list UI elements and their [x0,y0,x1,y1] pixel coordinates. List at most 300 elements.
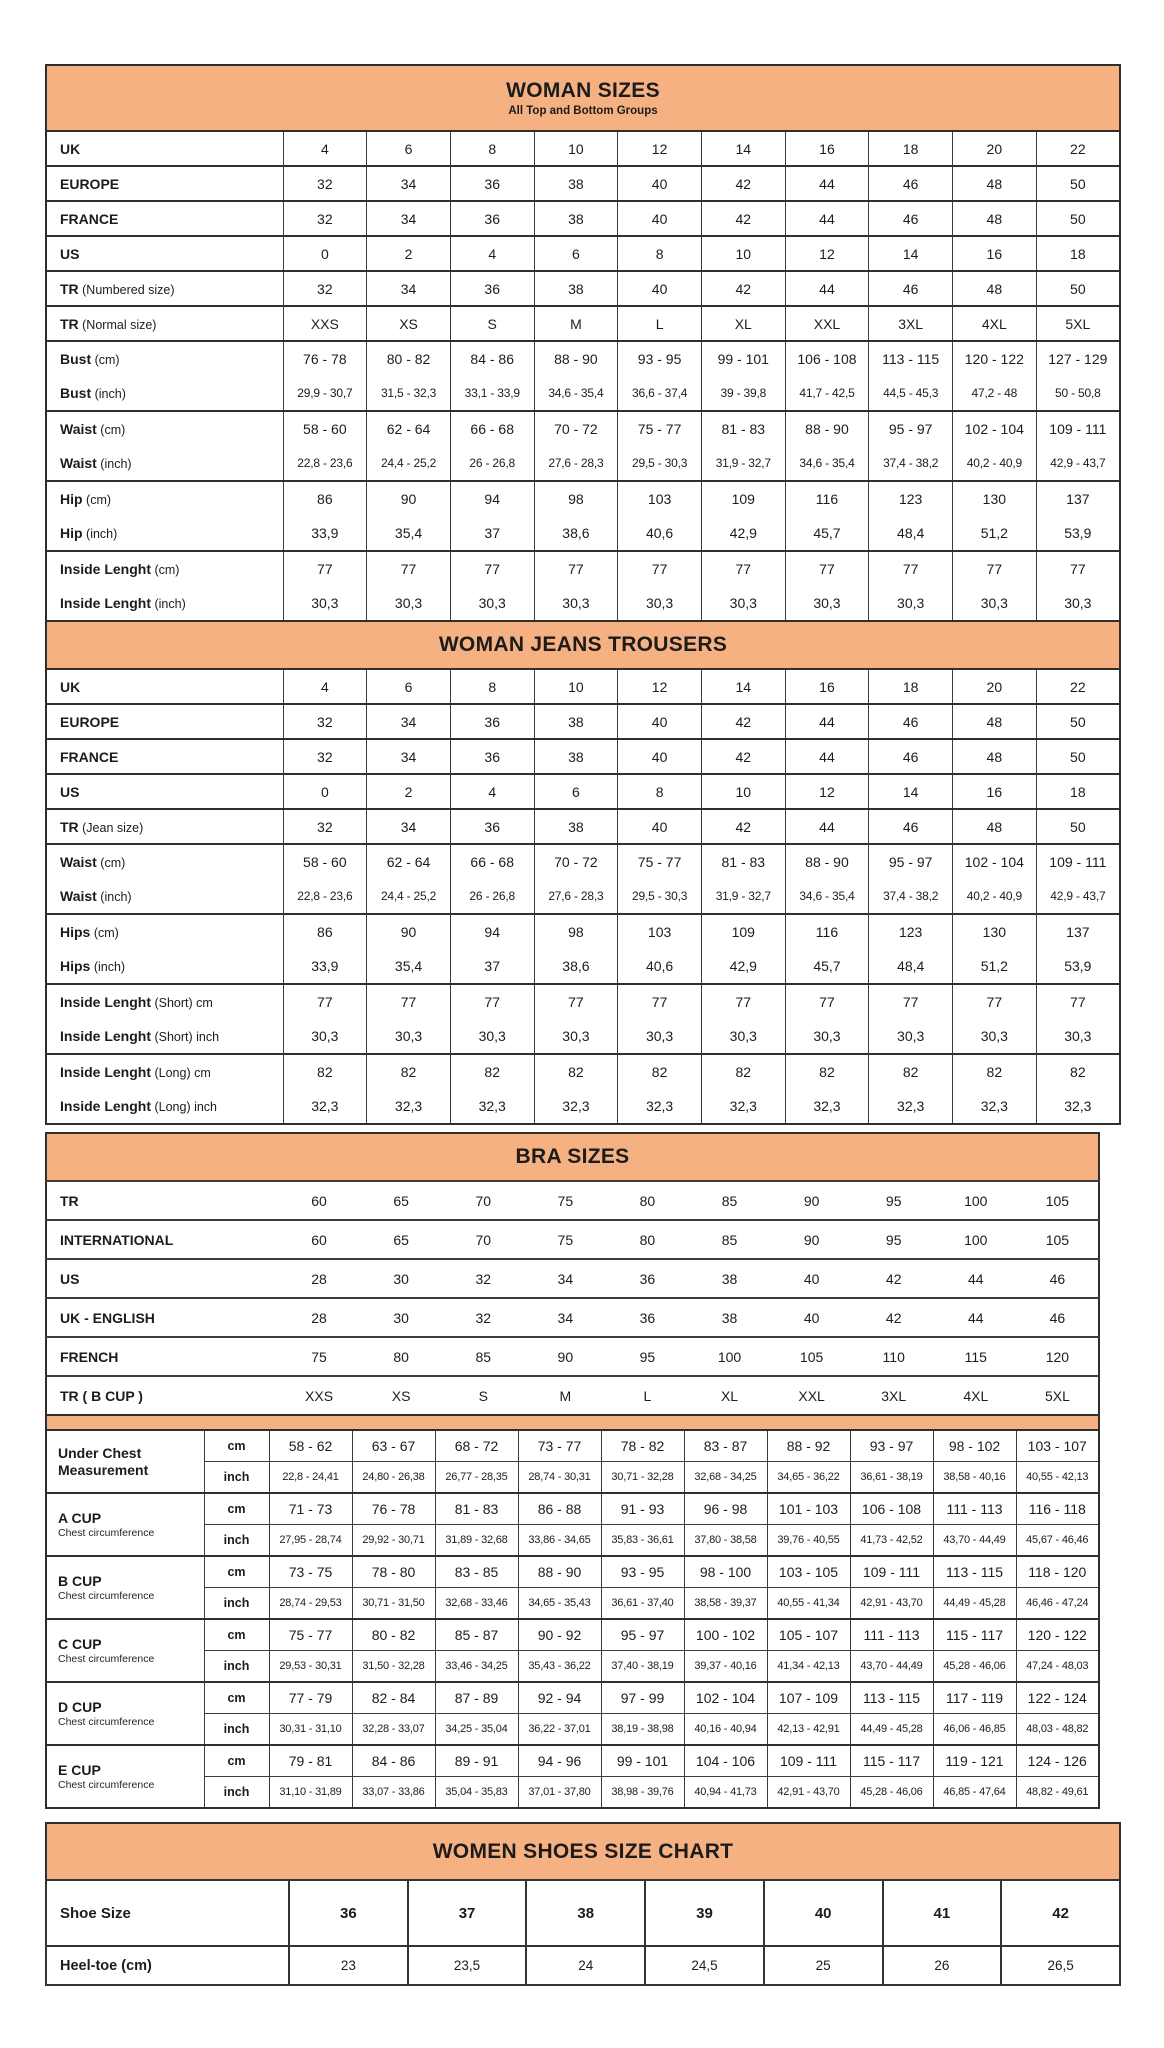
cell-value: 99 - 101 [601,1745,684,1777]
row-label-note: (Numbered size) [78,282,175,297]
row-label-text: Hips [60,924,91,940]
cell-value: 8 [450,131,534,166]
cell-value: 22,8 - 24,41 [269,1462,352,1494]
cell-value: 46 [869,704,953,739]
cell-value: 30 [360,1298,442,1337]
cell-value: 102 - 104 [953,411,1037,446]
table-row [46,1588,1099,1620]
row-label-text: Waist [60,421,97,437]
cell-value: 40,6 [618,516,702,551]
cell-value: 16 [785,131,869,166]
cell-value: 81 - 83 [701,844,785,879]
cell-value: 3XL [869,306,953,341]
cell-value: 93 - 97 [850,1430,933,1462]
unit-label-cm: cm [204,1493,269,1525]
cell-value: 38,58 - 39,37 [684,1588,767,1620]
woman-sizes-header-band [45,64,1121,130]
row-label [46,166,283,201]
row-label [46,481,283,516]
cell-value: 82 [1036,1054,1120,1089]
cell-value: 90 [771,1181,853,1220]
cell-value: 38 [534,271,618,306]
cell-value: 95 [853,1181,935,1220]
cell-value: 48 [953,201,1037,236]
cell-value: 85 [688,1220,770,1259]
cell-value: 30,3 [869,1019,953,1054]
size-grid [45,130,1121,622]
row-label-text: TR [60,315,79,332]
unit-label-cm: cm [204,1619,269,1651]
cell-value: 41,7 - 42,5 [785,376,869,411]
cell-value: 20 [953,669,1037,704]
cell-value: 75 [524,1181,606,1220]
cell-value: 122 - 124 [1016,1682,1099,1714]
table-row [46,1619,1099,1651]
cell-value: 58 - 60 [283,844,367,879]
cell-value: 32 [283,809,367,844]
cell-value: 36 [450,166,534,201]
cell-value: 2 [367,774,451,809]
bra-conversion-table [45,1180,1100,1416]
cell-value: 28 [278,1298,360,1337]
cell-value: 77 [953,984,1037,1019]
table-row [46,809,1120,844]
cell-value: 77 [450,551,534,586]
row-label-note: (Long) inch [151,1100,218,1114]
table-row [46,1019,1120,1054]
row-label [46,1298,278,1337]
cell-value: 44 [935,1259,1017,1298]
row-label [46,1181,278,1220]
cell-value: 23 [289,1946,408,1985]
table-row [46,1946,1120,1985]
cell-value: 77 [785,551,869,586]
cell-value: 76 - 78 [352,1493,435,1525]
unit-label-inch: inch [204,1714,269,1746]
cell-value: 82 [534,1054,618,1089]
row-label [46,1019,283,1054]
table-row [46,411,1120,446]
cell-value: 60 [278,1220,360,1259]
cell-value: 94 - 96 [518,1745,601,1777]
cell-value: 60 [278,1181,360,1220]
cell-value: 33,9 [283,949,367,984]
row-label-text: UK [60,140,81,157]
cell-value: 30,3 [534,586,618,621]
cell-value: 0 [283,774,367,809]
cell-value: 30,31 - 31,10 [269,1714,352,1746]
cell-value: 32,3 [283,1089,367,1124]
table-row [46,1298,1099,1337]
cup-row-label [46,1430,204,1493]
cell-value: 95 - 97 [869,844,953,879]
cell-value: XXS [283,306,367,341]
row-label [46,984,283,1019]
cell-value: 38 [688,1259,770,1298]
cell-value: 105 [771,1337,853,1376]
woman-jeans-title: WOMAN JEANS TROUSERS [438,633,728,657]
cell-value: 97 - 99 [601,1682,684,1714]
cell-value: 30,3 [283,1019,367,1054]
table-row [46,1777,1099,1809]
cell-value: 36 [450,739,534,774]
cell-value: 70 - 72 [534,411,618,446]
cell-value: 63 - 67 [352,1430,435,1462]
cell-value: 34 [367,201,451,236]
cell-value: 44,49 - 45,28 [850,1714,933,1746]
cell-value: 98 - 102 [933,1430,1016,1462]
cell-value: 14 [701,669,785,704]
cell-value: 33,07 - 33,86 [352,1777,435,1809]
cell-value: 83 - 85 [435,1556,518,1588]
cell-value: 37,80 - 38,58 [684,1525,767,1557]
cell-value: 40 [771,1298,853,1337]
cell-value: 8 [450,669,534,704]
table-row [46,1493,1099,1525]
bra-cup-table [45,1429,1100,1809]
cell-value: 80 [606,1181,688,1220]
cell-value: 32,68 - 33,46 [435,1588,518,1620]
cell-value: 38 [534,704,618,739]
cell-value: 77 [785,984,869,1019]
woman-sizes-table [45,130,1121,622]
cell-value: 46 [869,166,953,201]
bra-sizes-title: BRA SIZES [515,1145,630,1169]
cell-value: 47,24 - 48,03 [1016,1651,1099,1683]
row-label [46,201,283,236]
cell-value: 50 [1036,166,1120,201]
row-label-note: (Short) inch [151,1030,220,1044]
cell-value: 77 [283,551,367,586]
cell-value: 38,19 - 38,98 [601,1714,684,1746]
table-row [46,236,1120,271]
cell-value: 28,74 - 30,31 [518,1462,601,1494]
cell-value: 48,4 [869,516,953,551]
cell-value: 44,5 - 45,3 [869,376,953,411]
unit-label-inch: inch [204,1777,269,1809]
cell-value: 34,65 - 36,22 [767,1462,850,1494]
cell-value: 88 - 90 [785,411,869,446]
cell-value: 81 - 83 [435,1493,518,1525]
row-label-text: INTERNATIONAL [60,1231,174,1248]
cell-value: 85 [688,1181,770,1220]
cup-row-label [46,1682,204,1745]
shoes-grid [45,1879,1121,1986]
row-label-note: (cm) [96,423,126,437]
cell-value: 75 - 77 [269,1619,352,1651]
cell-value: 44 [785,809,869,844]
cell-value: 77 [869,551,953,586]
cell-value: 84 - 86 [352,1745,435,1777]
women-shoes-section [45,1822,1121,1986]
cell-value: 86 - 88 [518,1493,601,1525]
cell-value: 46,85 - 47,64 [933,1777,1016,1809]
table-row [46,201,1120,236]
cell-value: 18 [1036,236,1120,271]
cell-value: 95 [853,1220,935,1259]
cell-value: 71 - 73 [269,1493,352,1525]
cell-value: 36 [606,1298,688,1337]
table-row [46,1089,1120,1124]
cell-value: 30 [360,1259,442,1298]
cell-value: 26 - 26,8 [450,879,534,914]
cell-value: 39 - 39,8 [701,376,785,411]
cell-value: 77 [450,984,534,1019]
cell-value: 100 [935,1181,1017,1220]
cell-value: 37 [408,1880,527,1946]
cell-value: 26,5 [1001,1946,1120,1985]
cell-value: 45,28 - 46,06 [850,1777,933,1809]
cell-value: 32,3 [367,1089,451,1124]
cell-value: 46 [1017,1298,1099,1337]
cell-value: 99 - 101 [701,341,785,376]
cell-value: 40 [764,1880,883,1946]
cup-label-text: E CUP [58,1762,101,1779]
cell-value: 42 [701,739,785,774]
row-label [46,131,283,166]
cell-value: 85 [442,1337,524,1376]
cell-value: 82 [618,1054,702,1089]
cell-value: 34 [367,809,451,844]
unit-label-inch: inch [204,1588,269,1620]
cell-value: 16 [785,669,869,704]
cell-value: 38 [534,739,618,774]
cell-value: 30,3 [450,586,534,621]
cell-value: 119 - 121 [933,1745,1016,1777]
cell-value: 111 - 113 [933,1493,1016,1525]
cell-value: 115 [935,1337,1017,1376]
cup-label-sublabel: Chest circumference [58,1589,155,1602]
cell-value: 90 [367,914,451,949]
cell-value: 94 [450,481,534,516]
cell-value: 40 [618,704,702,739]
cell-value: 42 [1001,1880,1120,1946]
table-row [46,1337,1099,1376]
row-label [46,341,283,376]
table-row [46,376,1120,411]
cell-value: 30,3 [450,1019,534,1054]
cell-value: 20 [953,131,1037,166]
cell-value: 22 [1036,131,1120,166]
cell-value: 95 - 97 [601,1619,684,1651]
cell-value: 33,46 - 34,25 [435,1651,518,1683]
row-label-text: FRANCE [60,210,119,227]
cell-value: 102 - 104 [684,1682,767,1714]
cell-value: 48 [953,809,1037,844]
cell-value: 40,16 - 40,94 [684,1714,767,1746]
table-row [46,1054,1120,1089]
row-label [46,1054,283,1089]
cell-value: 39,76 - 40,55 [767,1525,850,1557]
row-label-text: TR [60,1192,79,1209]
cell-value: 68 - 72 [435,1430,518,1462]
woman-sizes-section [45,64,1121,622]
cell-value: 43,70 - 44,49 [850,1651,933,1683]
row-label [46,271,283,306]
cup-label-sublabel: Chest circumference [58,1652,155,1665]
cell-value: 44,49 - 45,28 [933,1588,1016,1620]
cell-value: 5XL [1036,306,1120,341]
cup-row-label [46,1556,204,1619]
cell-value: 44 [785,704,869,739]
cell-value: 38,6 [534,949,618,984]
cell-value: 37,01 - 37,80 [518,1777,601,1809]
row-label-note: (cm) [151,563,180,577]
cell-value: 16 [953,774,1037,809]
row-label-text: FRANCE [60,748,119,765]
cell-value: 98 [534,914,618,949]
cell-value: L [618,306,702,341]
table-row [46,914,1120,949]
cell-value: 75 - 77 [618,411,702,446]
cell-value: 50 [1036,271,1120,306]
unit-label-cm: cm [204,1682,269,1714]
women-shoes-table [45,1879,1121,1986]
cell-value: 109 [701,914,785,949]
cell-value: 4 [450,236,534,271]
cell-value: 48,03 - 48,82 [1016,1714,1099,1746]
row-label-note: (cm) [91,353,120,367]
cell-value: M [534,306,618,341]
cell-value: 37 [450,949,534,984]
cell-value: 117 - 119 [933,1682,1016,1714]
cell-value: 24,5 [645,1946,764,1985]
cell-value: 31,9 - 32,7 [701,446,785,481]
cell-value: 30,71 - 31,50 [352,1588,435,1620]
cell-value: 42,9 - 43,7 [1036,446,1120,481]
row-label-note: (cm) [90,926,119,940]
cell-value: 30,3 [618,1019,702,1054]
cell-value: 14 [869,774,953,809]
cell-value: 42,9 [701,516,785,551]
cell-value: 31,89 - 32,68 [435,1525,518,1557]
cell-value: 107 - 109 [767,1682,850,1714]
woman-jeans-table [45,668,1121,1125]
cup-label-sublabel: Chest circumference [58,1715,155,1728]
cell-value: 26 - 26,8 [450,446,534,481]
cell-value: 88 - 90 [518,1556,601,1588]
cell-value: 4 [283,131,367,166]
row-label [46,306,283,341]
cell-value: 34 [367,166,451,201]
cell-value: 22 [1036,669,1120,704]
cup-row-label [46,1745,204,1808]
cell-value: 47,2 - 48 [953,376,1037,411]
cell-value: 84 - 86 [450,341,534,376]
cell-value: 44 [785,739,869,774]
cell-value: 106 - 108 [785,341,869,376]
row-label [46,411,283,446]
cell-value: 88 - 90 [534,341,618,376]
cell-value: XS [360,1376,442,1415]
cell-value: 38 [688,1298,770,1337]
unit-label-inch: inch [204,1462,269,1494]
cell-value: 48,82 - 49,61 [1016,1777,1099,1809]
cell-value: 100 [688,1337,770,1376]
row-label [46,704,283,739]
size-grid [45,668,1121,1125]
cell-value: 38 [526,1880,645,1946]
cell-value: S [450,306,534,341]
cell-value: 37,4 - 38,2 [869,446,953,481]
cell-value: 34,65 - 35,43 [518,1588,601,1620]
cell-value: 12 [618,669,702,704]
cell-value: 12 [618,131,702,166]
row-label-note: (inch) [96,457,132,471]
cell-value: 40 [618,166,702,201]
cell-value: 50 [1036,739,1120,774]
cell-value: 48,4 [869,949,953,984]
cell-value: 30,3 [283,586,367,621]
cell-value: 4 [450,774,534,809]
cell-value: 33,86 - 34,65 [518,1525,601,1557]
cell-value: 58 - 62 [269,1430,352,1462]
cell-value: 94 [450,914,534,949]
cell-value: 70 [442,1220,524,1259]
cell-value: 123 [869,914,953,949]
cell-value: 32,3 [450,1089,534,1124]
cell-value: 24,80 - 26,38 [352,1462,435,1494]
woman-sizes-subtitle: All Top and Bottom Groups [508,104,658,117]
cell-value: 32 [442,1298,524,1337]
row-label-text: TR [60,818,79,835]
row-label-note: (Jean size) [78,820,144,835]
table-row [46,306,1120,341]
row-label [46,1376,278,1415]
row-label-note: (Long) cm [151,1066,211,1080]
cell-value: XXS [278,1376,360,1415]
cell-value: 51,2 [953,516,1037,551]
cell-value: 31,5 - 32,3 [367,376,451,411]
cell-value: 36 [450,201,534,236]
cell-value: 32,68 - 34,25 [684,1462,767,1494]
row-label [46,1089,283,1124]
cell-value: 70 [442,1181,524,1220]
cell-value: 77 [534,551,618,586]
row-label-text: Inside Lenght [60,595,151,611]
table-row [46,879,1120,914]
cell-value: 62 - 64 [367,844,451,879]
cell-value: 77 [701,984,785,1019]
cell-value: 29,92 - 30,71 [352,1525,435,1557]
row-label-note: (cm) [96,856,126,870]
table-row [46,1462,1099,1494]
cell-value: 53,9 [1036,516,1120,551]
cell-value: 25 [764,1946,883,1985]
cell-value: 103 [618,914,702,949]
cell-value: 100 [935,1220,1017,1259]
women-shoes-header-band [45,1822,1121,1879]
table-row [46,516,1120,551]
row-label-text: FRENCH [60,1348,119,1365]
table-row [46,1181,1099,1220]
cell-value: 31,9 - 32,7 [701,879,785,914]
cell-value: 32,3 [701,1089,785,1124]
cell-value: 8 [618,236,702,271]
cell-value: 48 [953,166,1037,201]
row-label-text: EUROPE [60,175,120,192]
cell-value: 10 [701,774,785,809]
cell-value: 29,53 - 30,31 [269,1651,352,1683]
unit-label-inch: inch [204,1651,269,1683]
row-label-text: Inside Lenght [60,1028,151,1044]
row-label [46,516,283,551]
cell-value: 127 - 129 [1036,341,1120,376]
cell-value: 82 [450,1054,534,1089]
cell-value: 46,06 - 46,85 [933,1714,1016,1746]
row-label-text: US [60,1270,80,1287]
cell-value: 95 - 97 [869,411,953,446]
